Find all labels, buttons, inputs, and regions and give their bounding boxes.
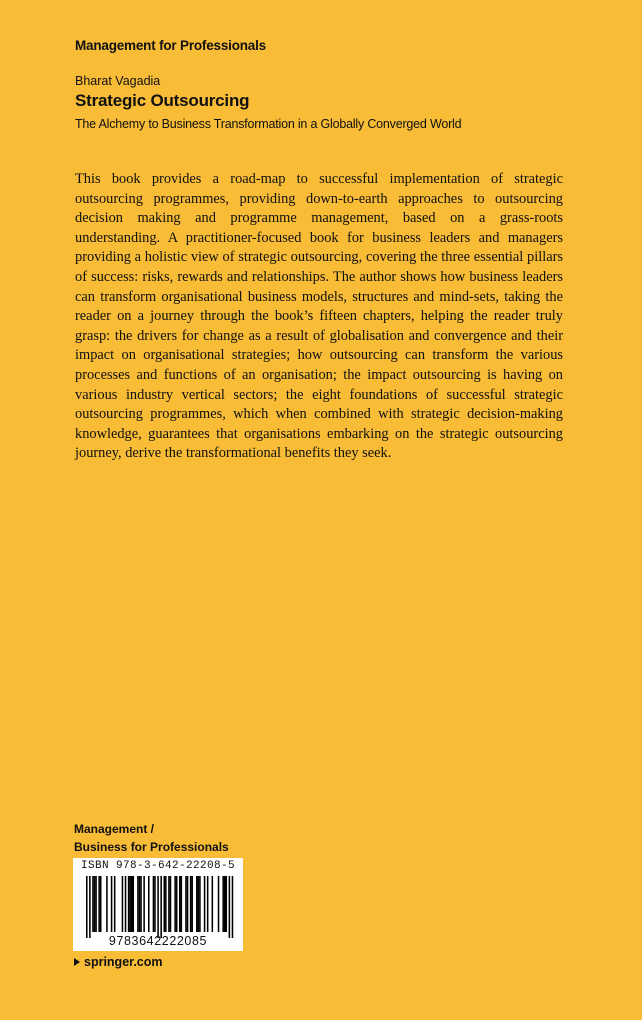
barcode-bar [139,876,141,932]
category-line-1: Management / [74,822,155,836]
barcode-bar [92,876,94,932]
book-title: Strategic Outsourcing [75,91,250,110]
barcode-bar [114,876,116,932]
barcode-bar [140,876,142,932]
author-name: Bharat Vagadia [75,74,161,88]
publisher-url: springer.com [84,955,163,969]
barcode-bar [129,876,131,932]
barcode-bar [89,876,91,938]
barcode-bar [165,876,167,932]
barcode-bar [224,876,226,932]
barcode-bar [187,876,189,932]
barcode-bar [111,876,113,932]
publisher-link[interactable] [74,955,163,969]
barcode-bar [168,876,170,932]
subject-category [74,820,229,856]
barcode-bar [131,876,133,932]
barcode-bar [128,876,130,932]
barcode-bar [148,876,150,932]
barcode-bar [137,876,139,932]
barcode-bar [160,876,162,938]
barcode-bar [154,876,156,932]
barcode-bar [143,876,145,932]
barcode-bar [125,876,127,932]
barcode-bar [94,876,96,932]
barcode-bar [100,876,102,932]
barcode-bar [174,876,176,932]
category-line-2: Business for Professionals [74,840,229,854]
ean-digits: 9783642222085 [108,934,208,948]
barcode-bar [212,876,214,932]
barcode-bar [170,876,172,932]
series-title: Management for Professionals [75,38,266,53]
barcode-bar [122,876,124,932]
barcode-bar [222,876,224,932]
barcode-bar [196,876,198,932]
barcode-bar [95,876,97,932]
barcode-bar [86,876,88,938]
barcode-bar [157,876,159,938]
barcode-bar [181,876,183,932]
barcode-bar [232,876,234,938]
barcode-bar [164,876,166,932]
barcode-bar [229,876,231,938]
isbn-barcode [73,858,243,951]
barcode-bar [106,876,108,932]
barcode-bar [191,876,193,932]
book-description: This book provides a road-map to successful implementation of strategic outsourcing programmes, providing down-to-earth approaches to outsourcing decision making and programme management, based on a grass-roots understanding. A practitioner-focused book for business leaders and managers providing a holistic view of strategic outsourcing, covering the three essential pillars of success: risks, rewards and relationships. The author shows how business leaders can transform organisational business models, structures and mind-sets, taking the reader on a journey through the book’s fifteen chapters, helping the reader truly grasp: the drivers for change as a result of globalisation and convergence and their impact on organisational strategies; how outsourcing can transform the various processes and functions of an organisation; the impact outsourcing is having on various industry vertical sectors; the eight foundations of successful strategic outsourcing programmes, which when combined with strategic decision-making knowledge, guarantees that organisations embarking on the strategic outsourcing journey, derive the transformational benefits they seek. [75,171,563,462]
barcode-bar [185,876,187,932]
isbn-label: ISBN 978-3-642-22208-5 [80,860,236,872]
barcode-bar [198,876,200,932]
barcode-bar [176,876,178,932]
barcode-bar [218,876,220,932]
barcode-bar [207,876,209,932]
arrow-right-icon [74,958,80,966]
barcode-bar [190,876,192,932]
barcode-bar [133,876,135,932]
book-subtitle: The Alchemy to Business Transformation in a Globally Converged World [75,117,462,131]
barcode-bar [226,876,228,932]
barcode-bar [204,876,206,932]
barcode-bar [153,876,155,932]
barcode-bar [179,876,181,932]
barcode-bar [199,876,201,932]
barcode-bar [98,876,100,932]
